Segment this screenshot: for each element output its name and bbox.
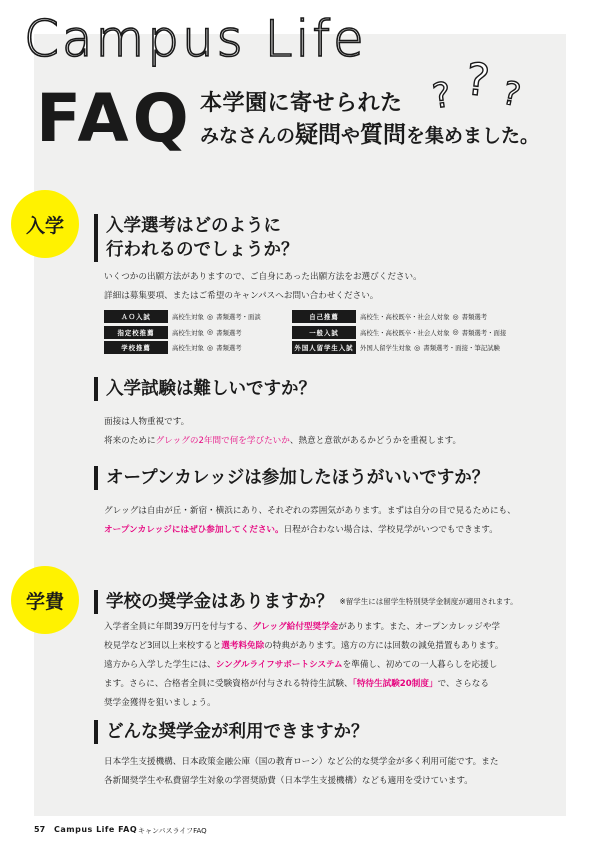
method-detail [172,341,242,354]
method-row [104,310,506,323]
method-type: 書類選考 [461,313,488,321]
method-type: 書類選考・面談 [216,313,261,321]
admission-methods-table [104,310,506,357]
method-label: ＡＯ入試 [104,310,168,323]
method-type: 書類選考 [216,328,242,337]
answer-school-scholarship: 入学者全員に年間39万円を付与する、グレッグ給付型奨学金があります。また、オープンカレッジや学 校見学など3回以上来校すると選考料免除の特典があります。遠方の方には回数の減免措置もあります。 遠方から入学した学生には、シングルライフサポートシステムを準備し、初めての一人暮らしを応援し ます。さらに、合格者全員に受験資格が付与される特待生試験、「特待生試験20制度」で、さらなる 奨学金獲得を狙いましょう。 [104,622,504,708]
method-target: 高校生対象 [172,328,204,337]
title-faq: FAQ [36,80,193,157]
method-label: 外国人留学生入試 [292,341,356,354]
method-target: 高校生対象 [172,313,204,321]
answer-exam-difficulty: 面接は人物重視です。 将来のためにグレッグの2年間で何を学びたいか、熱意と意欲があるかどうかを重視します。 [104,417,462,446]
bullet-icon: ◎ [206,328,214,336]
method-row [104,341,506,354]
foreign-student-note: ※留学生には留学生特別奨学金制度が適用されます。 [339,597,518,606]
tagline-line1: 本学園に寄せられた [200,91,403,116]
question-exam-difficulty: 入学試験は難しいですか？ [94,377,316,401]
method-type: 書類選考・面接・筆記試験 [423,344,500,352]
question-admission-process: 入学選考はどのように 行われるのでしょうか？ [94,214,299,262]
method-label: 自己推薦 [292,310,356,323]
method-type: 書類選考 [216,344,242,352]
method-type: 書類選考・面接 [461,328,507,337]
method-label: 一般入試 [292,326,356,339]
question-school-scholarship: 学校の奨学金はありますか？ ※留学生には留学生特別奨学金制度が適用されます。 [94,590,518,614]
method-target: 外国人留学生対象 [360,344,412,352]
method-label: 学校推薦 [104,341,168,354]
bullet-icon: ◎ [452,328,459,336]
method-detail [360,341,500,354]
footer-title: Campus Life FAQ [54,825,138,834]
method-target: 高校生対象 [172,344,204,352]
title-campus-life: Campus Life [24,10,367,68]
method-target: 高校生・高校既卒・社会人対象 [360,313,450,321]
scholarship-badge: 学費 [11,566,79,634]
method-label: 指定校推薦 [104,326,168,339]
answer-admission-process: いくつかの出願方法がありますので、ご自身にあった出願方法をお選びください。 詳細は募集要項、またはご希望のキャンパスへお問い合わせください。 [104,272,422,301]
method-detail [360,310,487,323]
bullet-icon: ◎ [414,343,421,352]
question-marks-graphic [428,50,538,118]
answer-open-college: グレッグは自由が丘・新宿・横浜にあり、それぞれの雰囲気があります。まずは自分の目で見るためにも、 オープンカレッジにはぜひ参加してください。日程が合わない場合は、学校見学がいつでもできます。 [104,506,516,535]
admission-badge: 入学 [11,190,79,258]
question-available-scholarships: どんな奨学金が利用できますか？ [94,720,369,744]
svg-text:?: ? [430,74,454,117]
method-detail [172,310,261,323]
question-open-college: オープンカレッジは参加したほうがいいですか？ [94,466,489,490]
method-detail [172,326,242,339]
tagline-line2: みなさんの疑問や質問を集めました。 [200,122,540,148]
svg-text:?: ? [463,53,492,107]
footer-subtitle: キャンパスライフFAQ [138,827,207,835]
bullet-icon: ◎ [206,343,214,352]
answer-available-scholarships: 日本学生支援機構、日本政策金融公庫（国の教育ローン）など公的な奨学金が多く利用可能です。また 各新聞奨学生や私費留学生対象の学習奨励費（日本学生支援機構）なども適用を受けています。 [104,757,499,786]
page-number: 57 [34,825,46,834]
bullet-icon: ◎ [452,312,459,321]
bullet-icon: ◎ [206,312,214,321]
method-detail [360,326,506,339]
method-row [104,326,506,339]
svg-text:?: ? [499,73,524,115]
method-target: 高校生・高校既卒・社会人対象 [360,328,450,337]
